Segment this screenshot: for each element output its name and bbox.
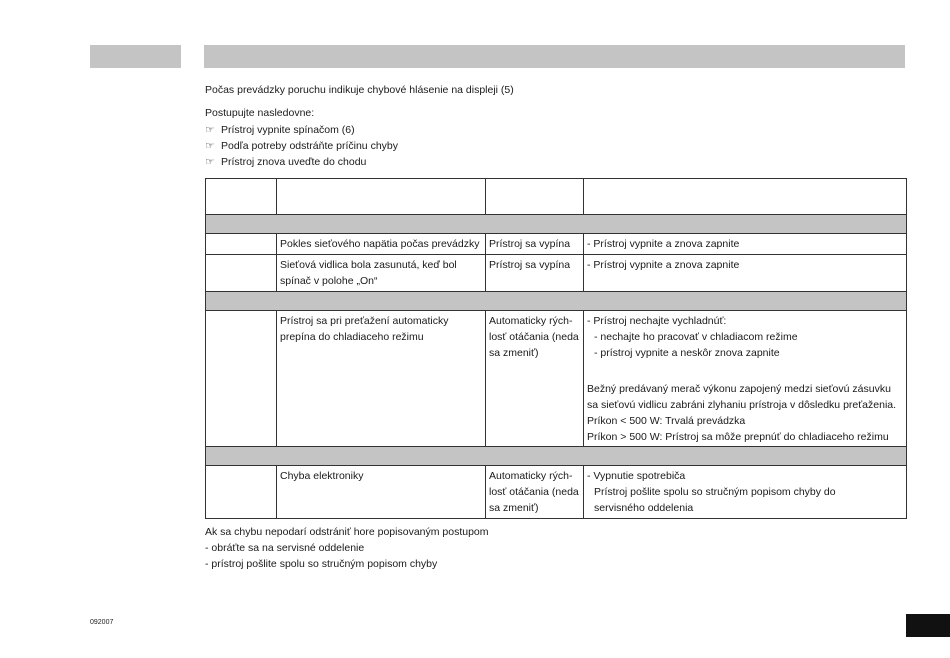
table-row: [206, 255, 907, 292]
closing-item: - prístroj pošlite spolu so stručným popisom chyby: [205, 558, 438, 570]
pointing-hand-icon: ☞: [205, 156, 215, 168]
effect-cell: Automaticky rých-losť otáčania (neda sa zmeniť): [486, 466, 584, 519]
closing-text: Ak sa chybu nepodarí odstrániť hore popisovaným postupom: [205, 526, 489, 538]
table-row: [206, 234, 907, 255]
remedy-cell: - Prístroj nechajte vychladnúť: - nechajte ho pracovať v chladiacom režime - prístroj vypnite a neskôr znova zapnite Bežný predávaný merač výkonu zapojený medzi sieťovú zásuvku sa sieťovú vidlicu zabráni zlyhaniu prístroja v dôsledku preťaženia. Príkon < 500 W: Trvalá prevádzka Príkon > 500 W: Prístroj sa môže prepnúť do chladiaceho režimu: [584, 311, 907, 447]
procedure-step: ☞ Prístroj vypnite spínačom (6): [205, 124, 355, 136]
pointing-hand-icon: ☞: [205, 124, 215, 136]
effect-cell: Automaticky rých-losť otáčania (neda sa zmeniť): [486, 311, 584, 447]
cause-cell: Pokles sieťového napätia počas prevádzky: [277, 234, 486, 255]
effect-cell: Prístroj sa vypína: [486, 255, 584, 292]
closing-item: - obráťte sa na servisné oddelenie: [205, 542, 365, 554]
pointing-hand-icon: ☞: [205, 140, 215, 152]
header-cell: [486, 179, 584, 215]
note-line: Príkon > 500 W: Prístroj sa môže prepnúť do chladiaceho režimu: [587, 431, 889, 443]
procedure-step: ☞ Podľa potreby odstráňte príčinu chyby: [205, 140, 398, 152]
code-cell: [206, 311, 277, 447]
procedure-heading: Postupujte nasledovne:: [205, 107, 315, 119]
code-cell: [206, 466, 277, 519]
header-cell: [277, 179, 486, 215]
cause-cell: Prístroj sa pri preťažení automaticky prepína do chladiaceho režimu: [277, 311, 486, 447]
procedure-steps: [205, 122, 398, 170]
remedy-cell: - Prístroj vypnite a znova zapnite: [584, 234, 907, 255]
footer-code: 092007: [90, 619, 114, 626]
note-line: Príkon < 500 W: Trvalá prevádzka: [587, 415, 746, 427]
remedy-cell: - Vypnutie spotrebiča Prístroj pošlite spolu so stručným popisom chyby do servisného oddelenia: [584, 466, 907, 519]
section-row: [206, 292, 907, 311]
header-cell: [206, 179, 277, 215]
header-bar-left: [90, 45, 181, 68]
table-header-row: [206, 179, 907, 215]
cause-cell: Chyba elektroniky: [277, 466, 486, 519]
effect-cell: Prístroj sa vypína: [486, 234, 584, 255]
procedure-step: ☞ Prístroj znova uveďte do chodu: [205, 156, 367, 168]
table-row: [206, 311, 907, 447]
code-cell: [206, 234, 277, 255]
page-number-box: [906, 614, 950, 637]
header-cell: [584, 179, 907, 215]
troubleshooting-table: [205, 178, 907, 519]
section-row: [206, 447, 907, 466]
remedy-cell: - Prístroj vypnite a znova zapnite: [584, 255, 907, 292]
cause-cell: Sieťová vidlica bola zasunutá, keď bol spínač v polohe „On“: [277, 255, 486, 292]
table-row: [206, 466, 907, 519]
header-bar-right: [204, 45, 905, 68]
note-line: sa sieťovú vidlicu zabráni zlyhaniu prístroja v dôsledku preťaženia.: [587, 399, 897, 411]
code-cell: [206, 255, 277, 292]
intro-text: Počas prevádzky poruchu indikuje chybové hlásenie na displeji (5): [205, 84, 514, 96]
section-row: [206, 215, 907, 234]
note-line: Bežný predávaný merač výkonu zapojený medzi sieťovú zásuvku: [587, 383, 891, 395]
